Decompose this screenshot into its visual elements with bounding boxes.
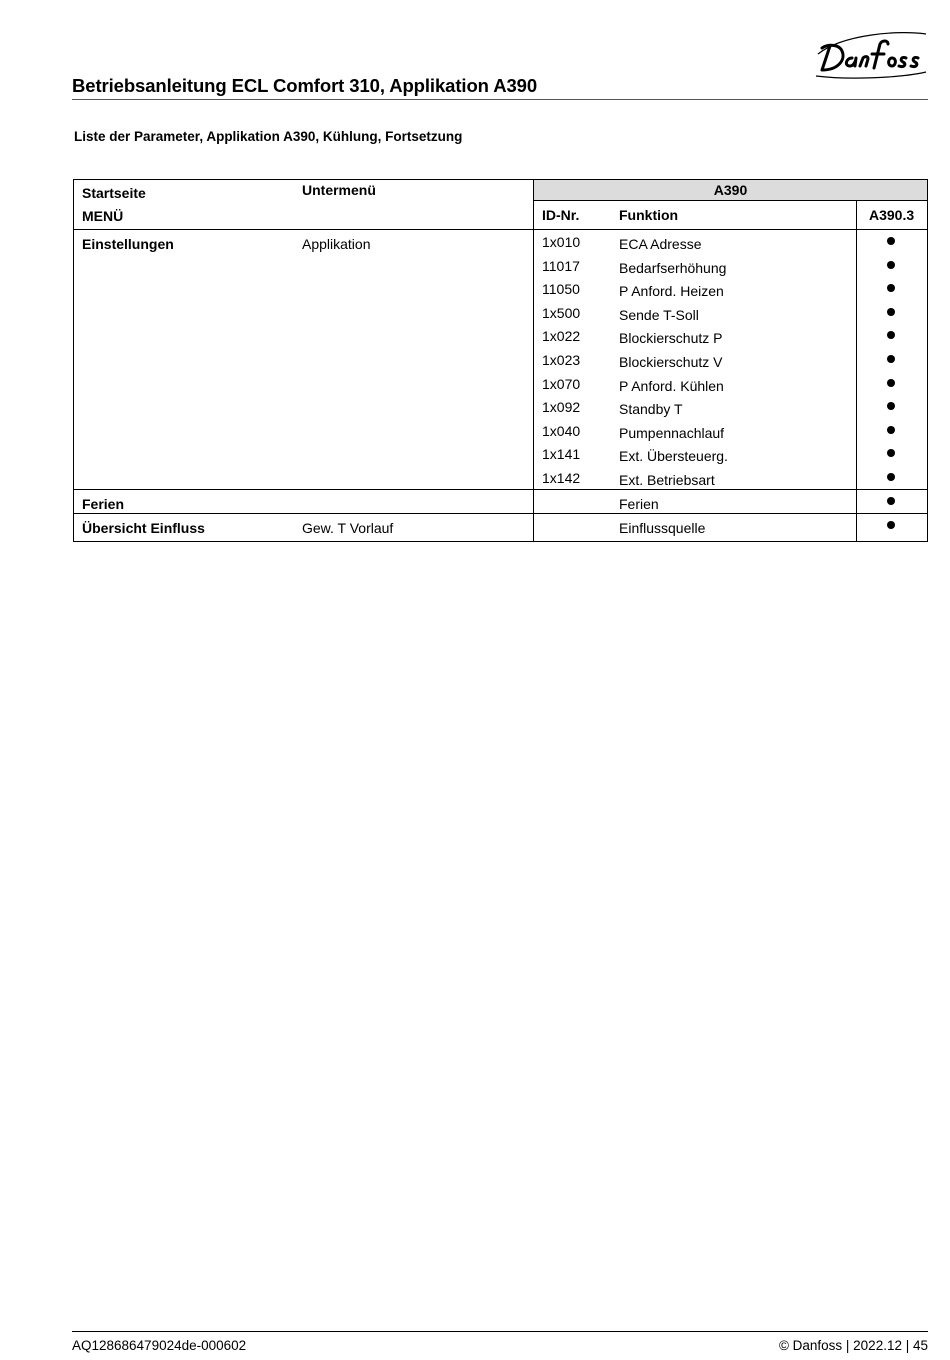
param-funktion: Ext. Betriebsart bbox=[619, 472, 715, 488]
param-funktion: Bedarfserhöhung bbox=[619, 259, 727, 276]
submenu-cell: Applikation bbox=[302, 236, 371, 252]
param-id: 1x141 bbox=[542, 446, 581, 463]
head-group: A390 bbox=[713, 182, 748, 198]
availability-dot bbox=[887, 449, 895, 457]
submenu-cell: Gew. T Vorlauf bbox=[302, 520, 394, 536]
availability-dot bbox=[887, 497, 895, 505]
availability-dot bbox=[887, 331, 895, 339]
logo-brand-text: Danfoss bbox=[808, 24, 812, 25]
availability-dot bbox=[887, 426, 895, 434]
head-band-divider bbox=[534, 200, 927, 201]
param-funktion: Pumpennachlauf bbox=[619, 424, 725, 441]
param-funktion: P Anford. Heizen bbox=[619, 283, 724, 300]
availability-dot bbox=[887, 308, 895, 316]
head-untermenu: Untermenü bbox=[302, 182, 376, 198]
head-divider bbox=[74, 229, 927, 230]
footer-doc-code: AQ128686479024de-000602 bbox=[72, 1338, 247, 1353]
section-title: Liste der Parameter, Applikation A390, Kühlung, Fortsetzung bbox=[74, 129, 463, 144]
param-id: 1x022 bbox=[542, 328, 581, 345]
availability-dot bbox=[887, 355, 895, 363]
col-divider-variant bbox=[856, 200, 857, 541]
menu-cell: Übersicht Einfluss bbox=[82, 520, 205, 536]
param-id: 1x070 bbox=[542, 375, 581, 392]
availability-dot bbox=[887, 379, 895, 387]
param-funktion: Standby T bbox=[619, 401, 683, 418]
menu-cell: Einstellungen bbox=[82, 236, 174, 252]
head-funktion: Funktion bbox=[619, 207, 679, 223]
danfoss-logo bbox=[808, 24, 930, 82]
param-funktion: Blockierschutz P bbox=[619, 330, 723, 347]
head-id: ID-Nr. bbox=[542, 207, 580, 223]
param-funktion: Ferien bbox=[619, 496, 659, 512]
parameter-table bbox=[73, 179, 928, 542]
param-funktion: Blockierschutz V bbox=[619, 354, 723, 370]
availability-dot bbox=[887, 261, 895, 269]
param-funktion: Ext. Übersteuerg. bbox=[619, 448, 728, 465]
footer-divider bbox=[72, 1331, 928, 1332]
head-startseite: Startseite bbox=[82, 185, 146, 201]
availability-dot bbox=[887, 237, 895, 245]
availability-dot bbox=[887, 521, 895, 529]
param-funktion: Sende T-Soll bbox=[619, 306, 699, 323]
param-id: 1x500 bbox=[542, 304, 581, 321]
head-menu: MENÜ bbox=[82, 208, 124, 224]
group-divider bbox=[74, 513, 927, 514]
menu-cell: Ferien bbox=[82, 496, 125, 512]
param-id: 11050 bbox=[542, 281, 580, 298]
param-id: 1x023 bbox=[542, 352, 581, 368]
param-id: 1x040 bbox=[542, 422, 581, 439]
param-id: 11017 bbox=[542, 257, 580, 274]
param-id: 1x142 bbox=[542, 470, 581, 486]
group-divider bbox=[74, 489, 927, 490]
availability-dot bbox=[887, 284, 895, 292]
param-funktion: P Anford. Kühlen bbox=[619, 377, 724, 394]
document-title: Betriebsanleitung ECL Comfort 310, Applikation A390 bbox=[72, 75, 538, 96]
param-funktion: ECA Adresse bbox=[619, 236, 702, 252]
param-id: 1x010 bbox=[542, 234, 581, 250]
col-divider-id bbox=[533, 180, 534, 541]
header-divider bbox=[72, 99, 928, 100]
param-id: 1x092 bbox=[542, 399, 581, 416]
head-variant: A390.3 bbox=[869, 207, 915, 223]
availability-dot bbox=[887, 473, 895, 481]
footer-copyright: © Danfoss | 2022.12 | 45 bbox=[778, 1338, 928, 1353]
availability-dot bbox=[887, 402, 895, 410]
param-funktion: Einflussquelle bbox=[619, 520, 706, 536]
